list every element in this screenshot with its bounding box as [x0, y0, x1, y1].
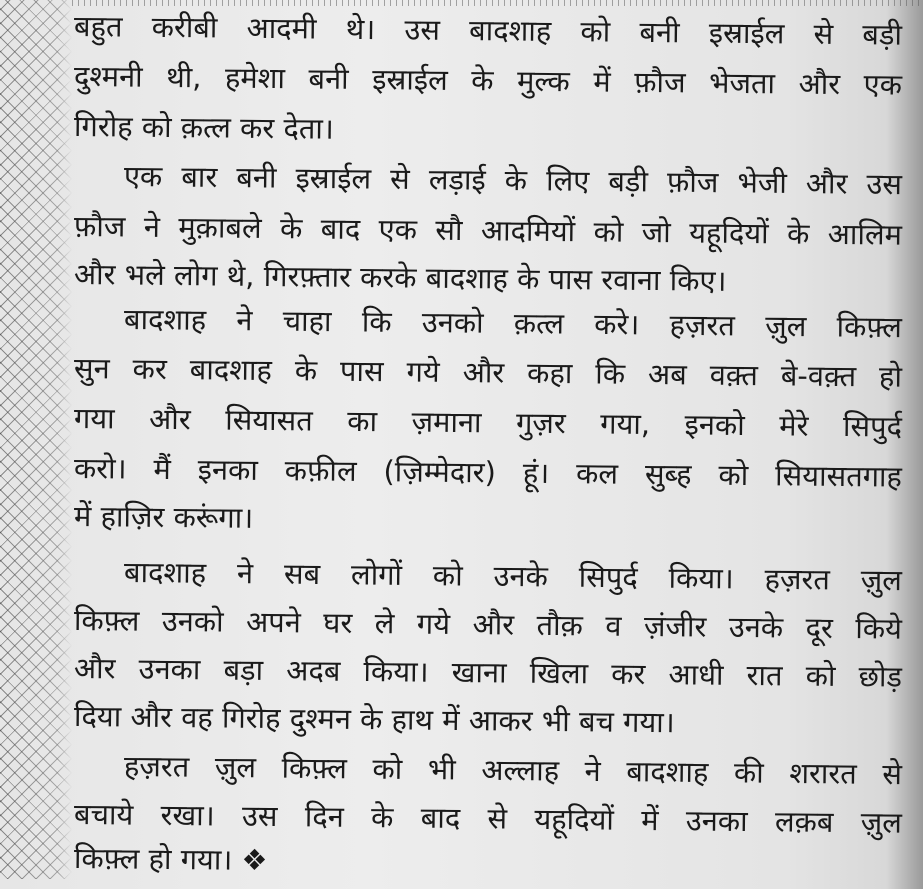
text-line: फ़ौज ने मुक़ाबले के बाद एक सौ आदमियों को जो यहूदियों के आलिम [73, 209, 903, 252]
text-line: किफ़्ल उनको अपने घर ले गये और तौक़ व ज़ंजीर उनके दूर किये [73, 603, 903, 646]
text-line: और भले लोग थे, गिरफ़्तार करके बादशाह के पास रवाना किए। [73, 257, 727, 298]
text-line: करो। मैं इनका कफ़ील (ज़िम्मेदार) हूं। कल सुब्ह को सियासतगाह [73, 451, 903, 494]
text-line: सुन कर बादशाह के पास गये और कहा कि अब वक़्त बे-वक़्त हो [73, 351, 903, 394]
text-line: दुश्मनी थी, हमेशा बनी इस्राईल के मुल्क में फ़ौज भेजता और एक [73, 59, 903, 102]
text-line: किफ़्ल हो गया। ❖ [73, 841, 268, 878]
text-line: बहुत करीबी आदमी थे। उस बादशाह को बनी इस्राईल से बड़ी [73, 9, 903, 52]
decorative-border-left [0, 0, 72, 879]
text-line: एक बार बनी इस्राईल से लड़ाई के लिए बड़ी फ़ौज भेजी और उस [123, 159, 903, 202]
text-line: बचाये रखा। उस दिन के बाद से यहूदियों में उनका लक़ब ज़ुल [73, 797, 903, 840]
text-line: बादशाह ने चाहा कि उनको क़त्ल करे। हज़रत ज़ुल किफ़्ल [123, 302, 903, 345]
text-line: बादशाह ने सब लोगों को उनके सिपुर्द किया। हज़रत ज़ुल [123, 555, 903, 598]
text-line: और उनका बड़ा अदब किया। खाना खिला कर आधी रात को छोड़ [73, 651, 903, 694]
text-line: गिरोह को क़त्ल कर देता। [73, 109, 335, 146]
text-line: गया और सियासत का ज़माना गुज़र गया, इनको मेरे सिपुर्द [73, 401, 903, 444]
text-line: में हाज़िर करूंगा। [73, 499, 254, 535]
text-line: दिया और वह गिरोह दुश्मन के हाथ में आकर भी बच गया। [73, 699, 675, 740]
text-line: हज़रत ज़ुल किफ़्ल को भी अल्लाह ने बादशाह की शरारत से [123, 749, 903, 792]
